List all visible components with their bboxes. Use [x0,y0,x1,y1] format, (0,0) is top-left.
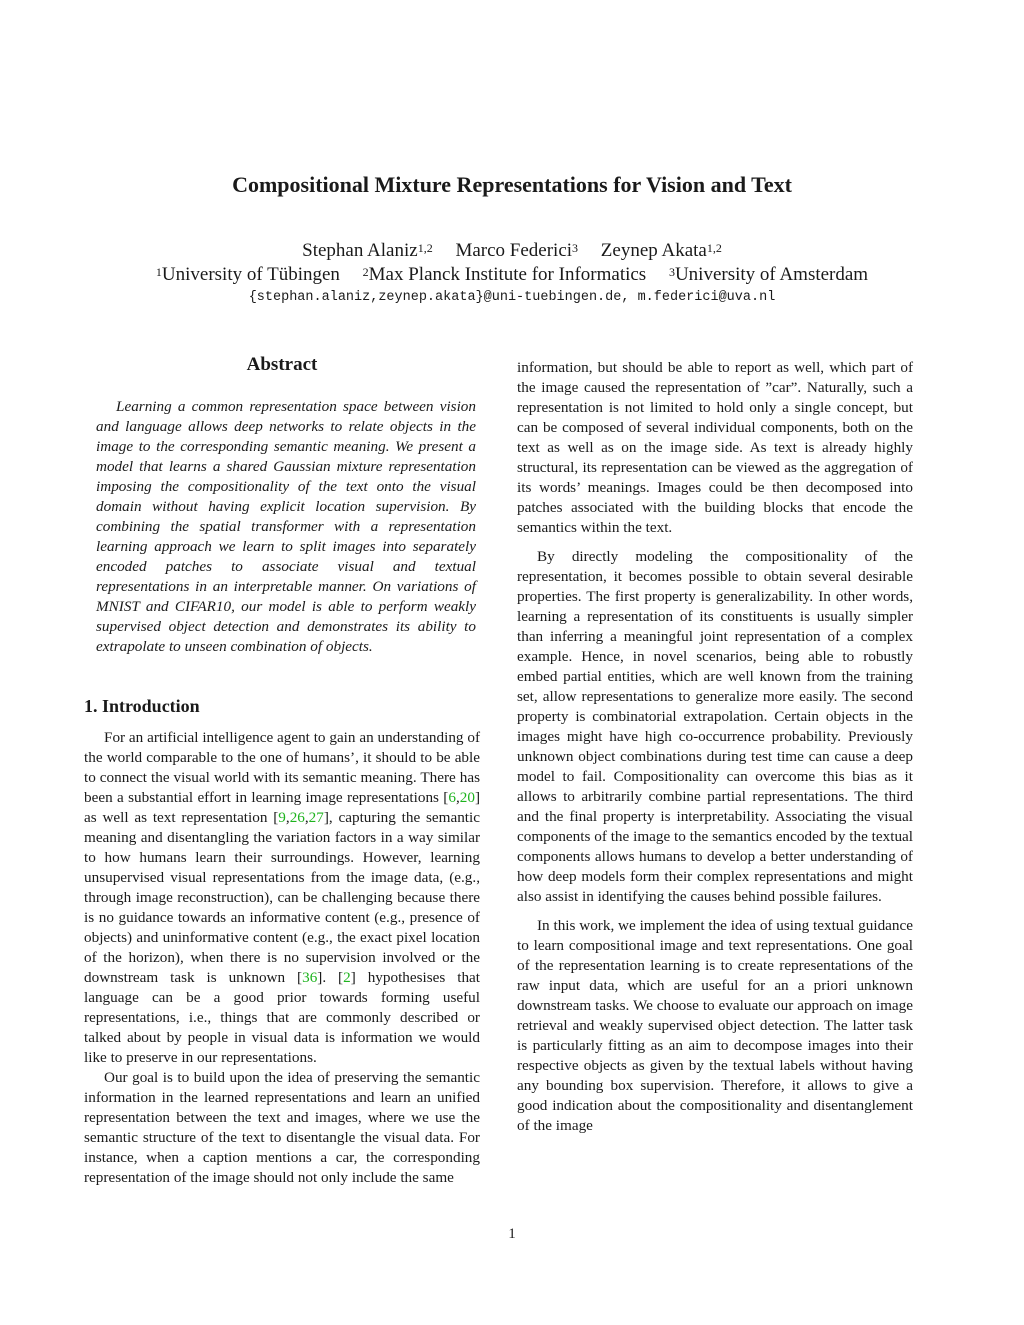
paper-title: Compositional Mixture Representations for Vision and Text [232,172,792,197]
author-1: Stephan Alaniz$^{1,2}$ [302,240,433,261]
affiliation-2: $^2$Max Planck Institute for Informatics [362,264,647,285]
affiliation-3: $^3$University of Amsterdam [668,264,869,285]
intro-paragraph-1: For an artificial intelligence agent to gain an understanding of the world comparable to the one of humans’, it should to be able to connect the visual world with its semantic meaning. There has been a substantial effort in learning image representations [6,20] as well as text representation [9,26,27], capturing the semantic meaning and disentangling the variation factors in a way similar to how humans learn their surroundings. However, learning unsupervised visual representations from the image data, (e.g., through image reconstruction), can be challenging because there is no guidance towards an informative content (e.g., presence of objects) and uninformative content (e.g., the exact pixel location of the horizon), when there is no supervision involved or the downstream task is unknown [36]. [2] hypothesises that language can be a good prior towards forming useful representations, i.e., things that are commonly described or talked about by people in visual data is information we would like to preserve in our representations. [84,729,481,1066]
intro-paragraph-2: Our goal is to build upon the idea of preserving the semantic information in the learned representations and learn an unified representation between the text and images, where we use the semantic structure of the text to disentangle the visual data. For instance, when a caption mentions a car, the corresponding representation of the image should not only include the same [84,1069,480,1186]
citation-link[interactable]: 27 [308,809,324,826]
author-list [0,239,1024,263]
page-number: 1 [508,1226,516,1242]
intro-paragraph-3: By directly modeling the compositionality of the representation, it becomes possible to obtain several desirable properties. The first property is generalizability. In other words, learning a representation of its constituents is usually simpler than inferring a meaningful joint representation of a complex example. Hence, in novel scenarios, being able to robustly embed partial entities, which are well known from the training set, allow representations to generalize more easily. The second property is combinatorial extrapolation. Certain objects in the images might have high co-occurrence probability. Previously unknown object combinations during test time can cause a deep model to fail. Compositionality can overcome this bias as it allows to arbitrarily combine partial representations. The third and the final property is interpretability. Associating the visual components of the image to the semantics encoded by the textual components allows humans to develop a better understanding of how deep models form their complex representations and might also assist in identifying the causes behind possible failures. [517,548,913,905]
affiliation-1: $^1$University of Tübingen [155,264,340,285]
citation-link[interactable]: 26 [289,809,305,826]
citation-link[interactable]: 36 [302,969,318,986]
intro-paragraph-4: In this work, we implement the idea of using textual guidance to learn compositional image and text representations. One goal of the representation learning is to create representations of the raw input data, which are useful for an a priori unknown downstream tasks. We choose to evaluate our approach on image retrieval and weakly supervised object detection. The latter task is particularly fitting as an aim to decompose images into their respective objects as given by the textual labels without having any bounding box supervision. Therefore, it allows to give a good indication about the compositionality and disentanglement of the image [517,917,913,1134]
right-column [517,358,913,1136]
citation-link[interactable]: 20 [459,789,475,806]
affiliation-list [0,263,1024,287]
author-emails: {stephan.alaniz,zeynep.akata}@uni-tuebingen.de, m.federici@uva.nl [248,290,776,305]
author-2: Marco Federici$^3$ [455,240,579,261]
abstract-heading: Abstract [246,354,318,375]
introduction-heading: 1. Introduction [84,696,200,716]
left-column [84,352,480,1188]
author-3: Zeynep Akata$^{1,2}$ [600,240,722,261]
citation-link[interactable]: 9 [278,809,286,826]
abstract-text: Learning a common representation space between vision and language allows deep networks to relate objects in the image to the corresponding semantic meaning. We present a model that learns a shared Gaussian mixture representation imposing the compositionality of the text onto the visual domain without having explicit location supervision. By combining the spatial transformer with a representation learning approach we learn to split images into separately encoded patches to associate visual and textual representations in an interpretable manner. On variations of MNIST and CIFAR10, our model is able to perform weakly supervised object detection and demonstrates its ability to extrapolate to unseen combination of objects. [96,398,476,655]
citation-link[interactable]: 6 [448,789,456,806]
citation-link[interactable]: 2 [343,969,351,986]
intro-paragraph-2-continued: information, but should be able to report as well, which part of the image caused the representation of ”car”. Naturally, such a representation is not limited to hold only a single concept, but can be composed of several individual components, both on the text as well as on the image side. As text is already highly structural, its representation can be viewed as the aggregation of its words’ meanings. Images could be then decomposed into patches associated with the building blocks that encode the semantics within the text. [517,359,913,536]
